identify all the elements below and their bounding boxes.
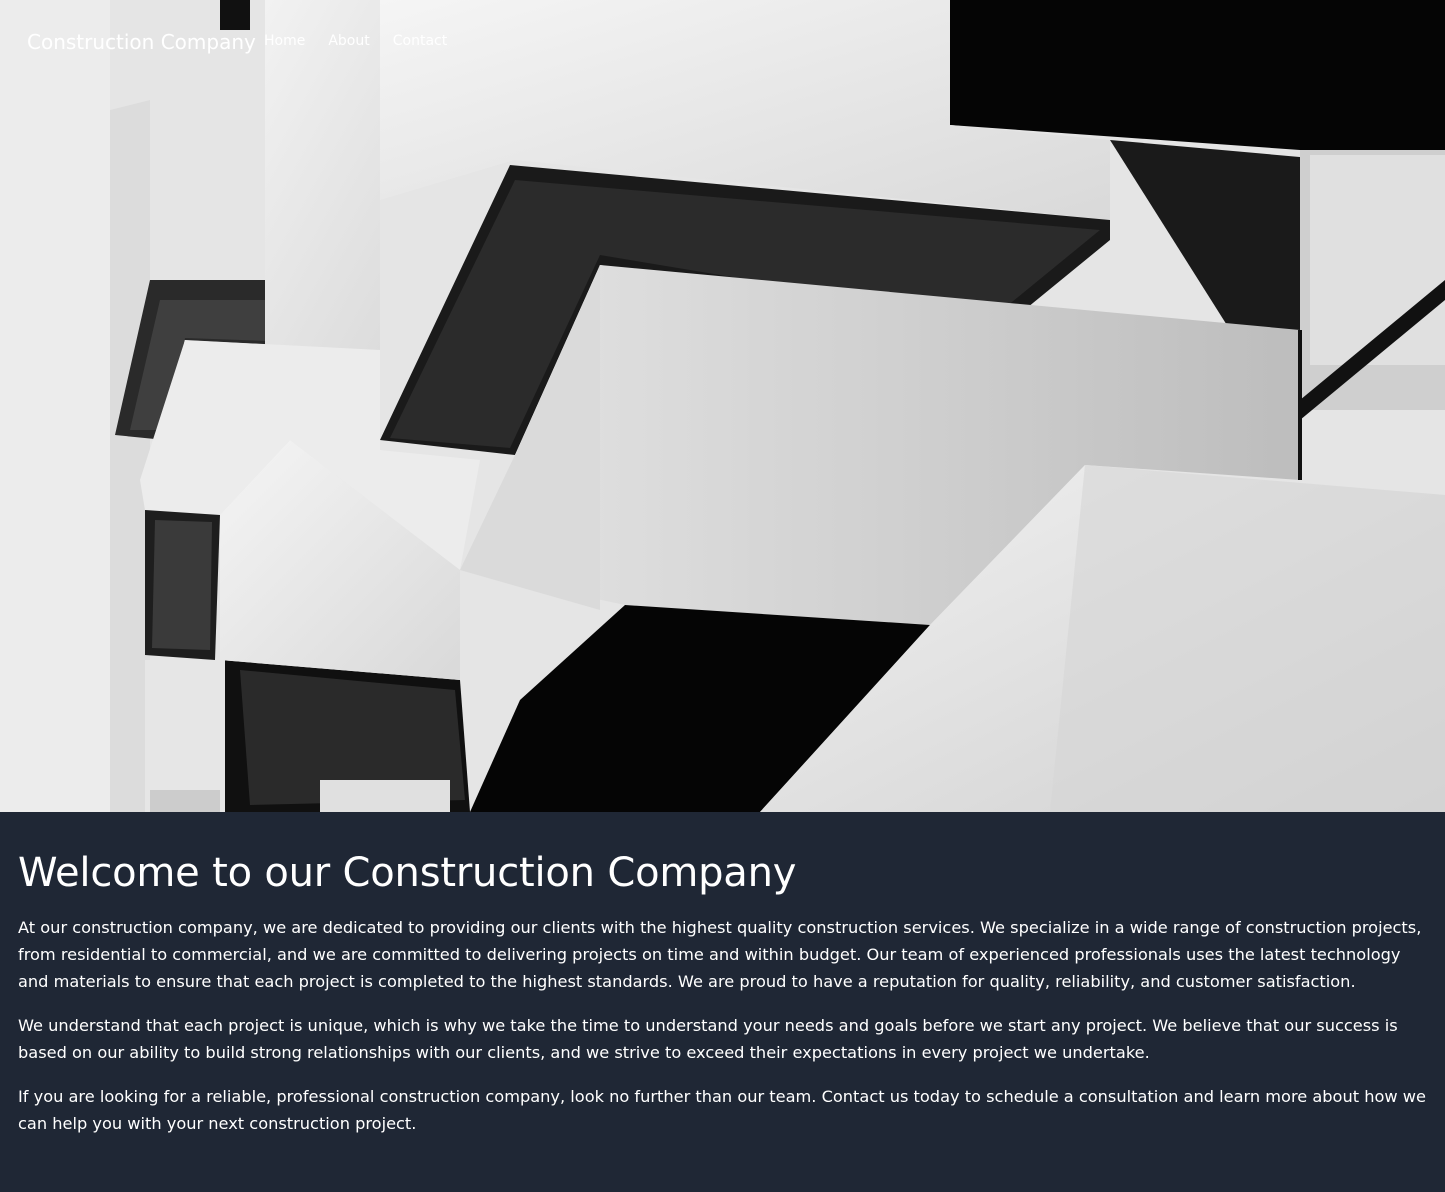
page-title: Welcome to our Construction Company [18,850,797,896]
top-navigation [0,0,1445,84]
contact-paragraph: If you are looking for a reliable, professional construction company, look no further than our team. Contact us today to schedule a consultation and learn more about how we can help you with your next construction project. [18,1087,1426,1133]
nav-links [264,33,447,49]
nav-link-contact[interactable]: Contact [392,33,448,49]
nav-link-about[interactable]: About [328,33,370,49]
main-content [0,812,1445,1192]
brand-logo-link[interactable]: Construction Company [27,30,256,54]
nav-link-home[interactable]: Home [264,33,306,49]
approach-paragraph: We understand that each project is unique, which is why we take the time to understand your needs and goals before we start any project. We believe that our success is based on our ability to build strong relationships with our clients, and we strive to exceed their expectations in every project we undertake. [18,1016,1398,1062]
intro-paragraph: At our construction company, we are dedicated to providing our clients with the highest quality construction services. We specialize in a wide range of construction projects, from residential to commercial, and we are committed to delivering projects on time and within budget. Our team of experienced professionals uses the latest technology and materials to ensure that each project is completed to the highest standards. We are proud to have a reputation for quality, reliability, and customer satisfaction. [18,918,1422,991]
